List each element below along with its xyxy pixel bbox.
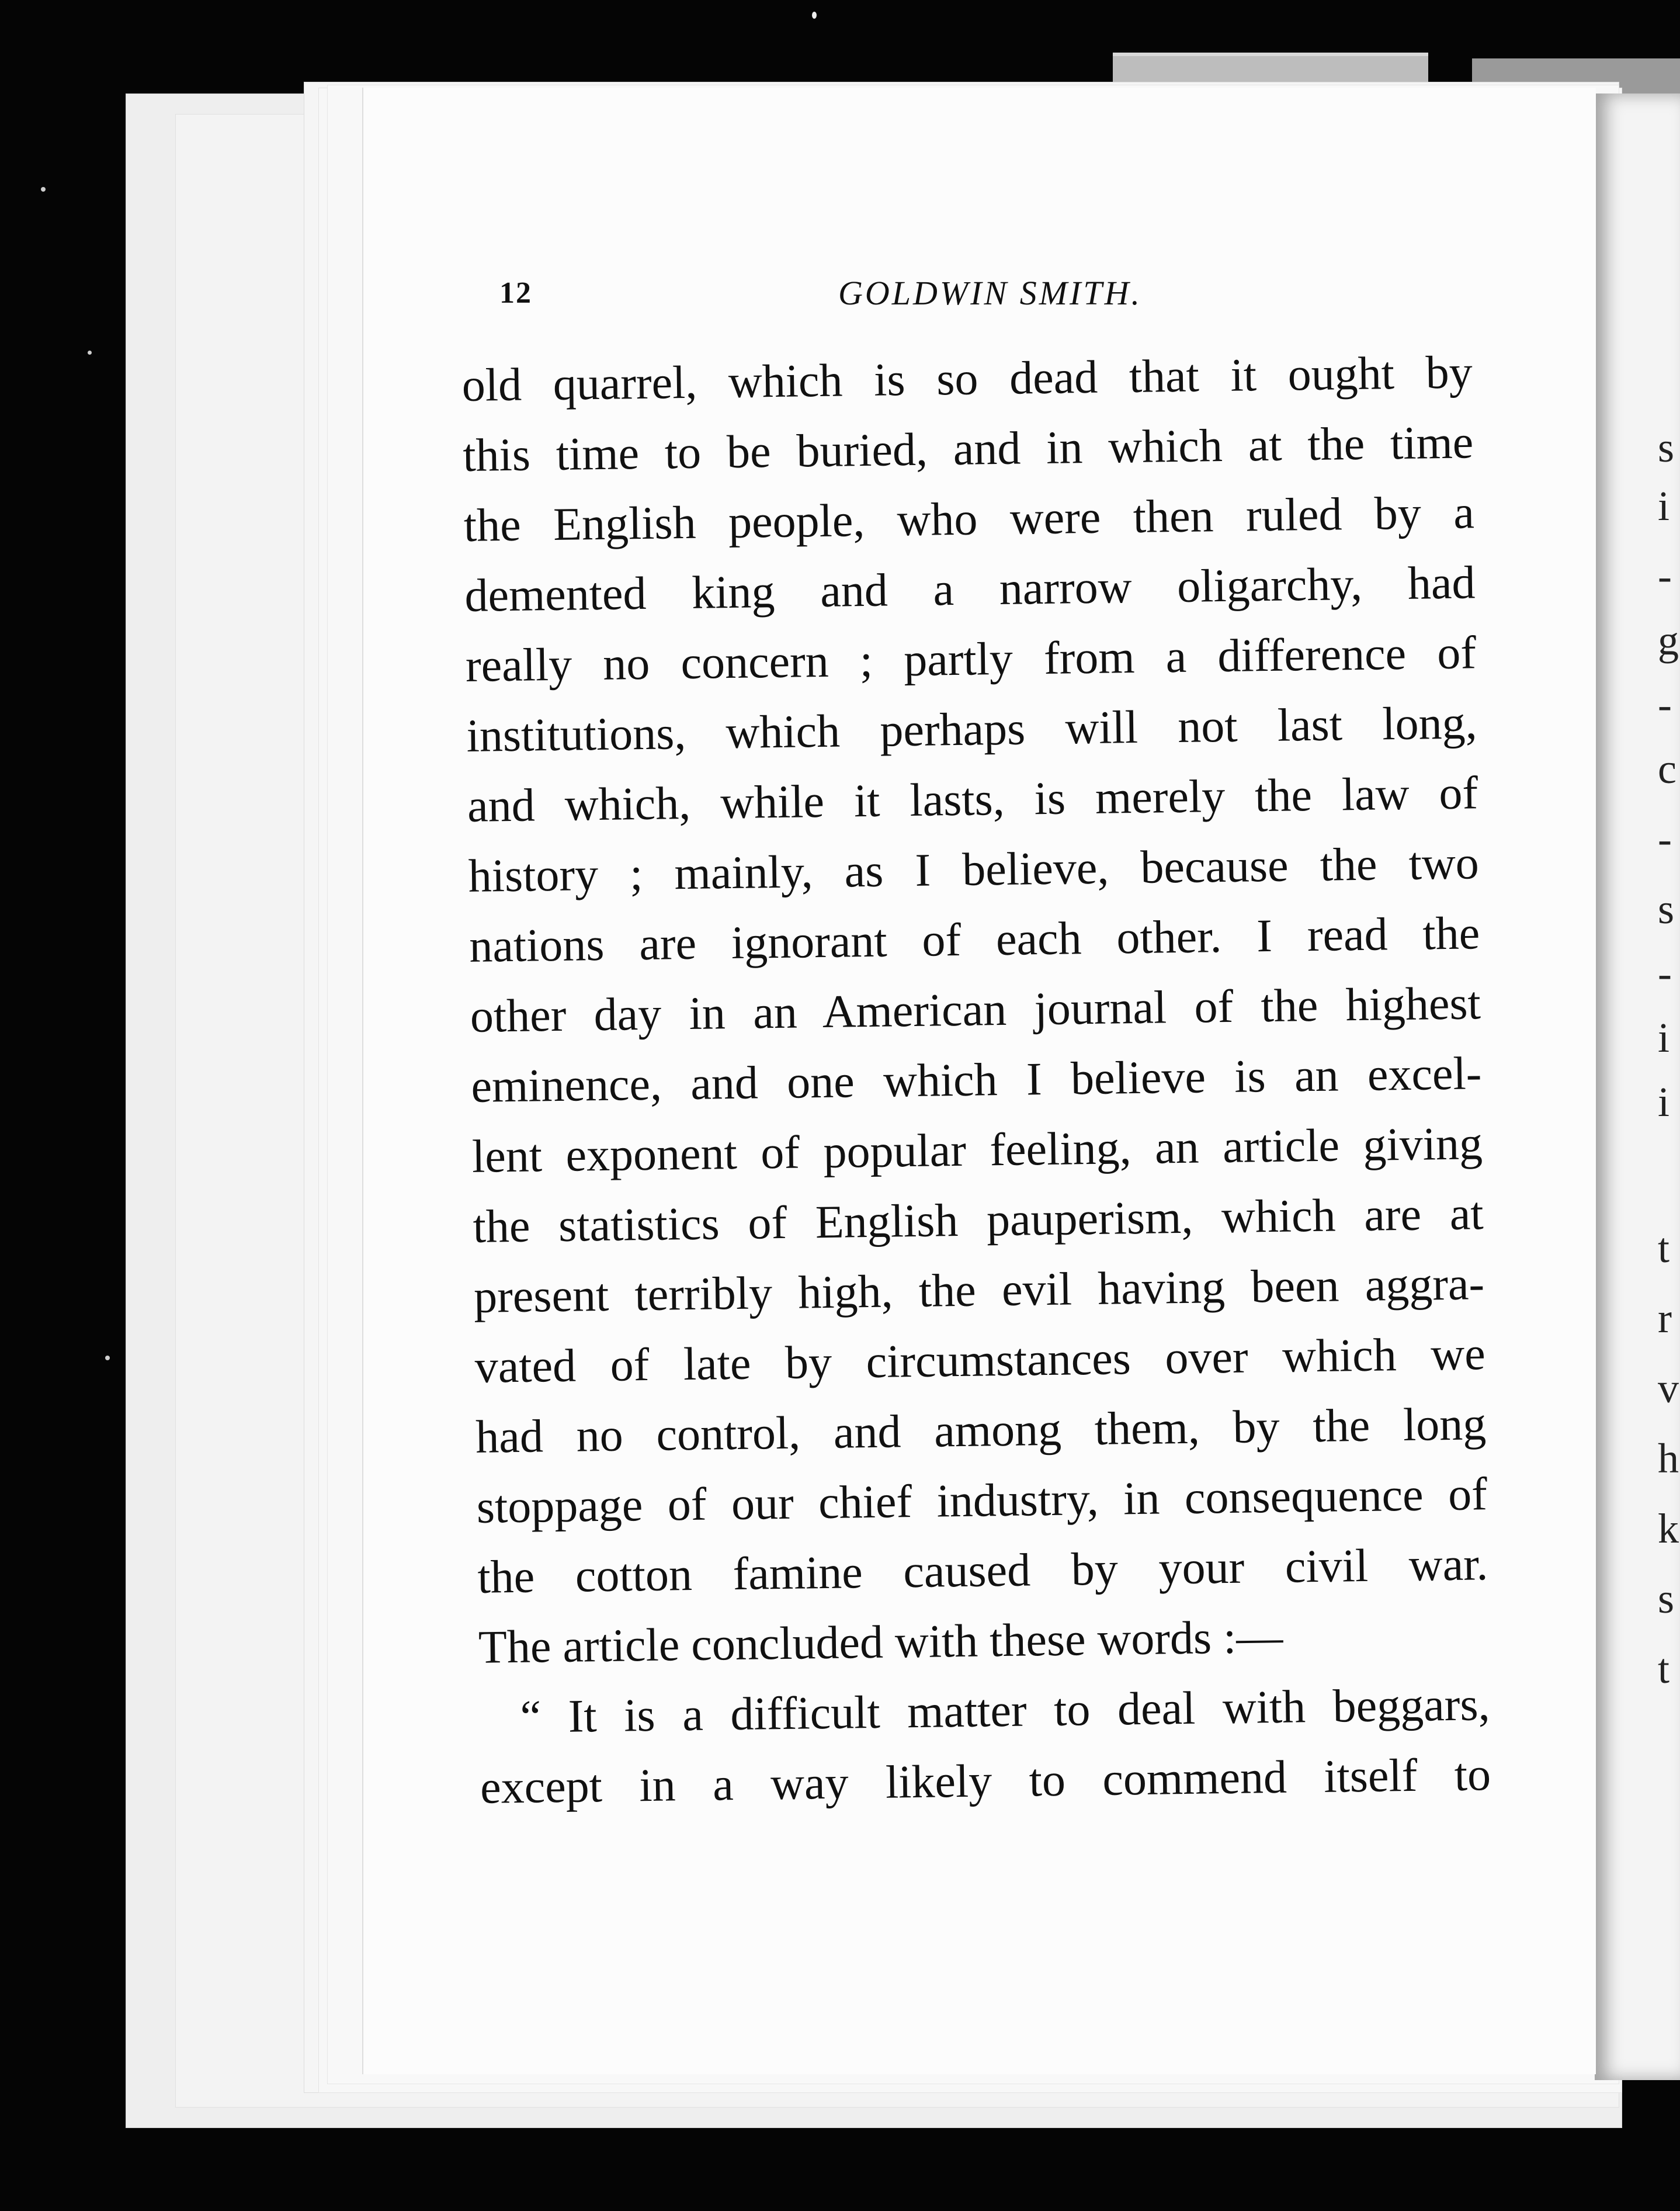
text-line: except in a way likely to commend itself to	[480, 1749, 1491, 1814]
facing-letter: s	[1658, 886, 1675, 933]
text-line: stoppage of our chief industry, in consequence of	[476, 1468, 1488, 1533]
facing-letter: -	[1658, 950, 1672, 997]
page-number: 12	[499, 276, 532, 310]
facing-letter: v	[1658, 1365, 1679, 1412]
text-line: institutions, which perhaps will not last long,	[466, 697, 1478, 762]
text-line: nations are ignorant of each other. I read the	[468, 907, 1480, 972]
text-line: vated of late by circumstances over which we	[474, 1328, 1486, 1393]
facing-letter: -	[1658, 681, 1672, 728]
facing-letter: c	[1658, 746, 1676, 792]
facing-page-text-fragment	[1658, 409, 1680, 1928]
text-line: had no control, and among them, by the long	[475, 1398, 1487, 1463]
facing-letter: -	[1658, 553, 1672, 599]
dust-speck	[41, 187, 46, 192]
dust-speck	[812, 12, 817, 19]
text-line: the cotton famine caused by your civil war.	[477, 1538, 1488, 1603]
text-line: other day in an American journal of the highest	[470, 978, 1481, 1042]
text-line: the statistics of English pauperism, which are at	[473, 1188, 1484, 1253]
body-text	[461, 337, 1532, 1822]
text-line: really no concern ; partly from a difference of	[465, 627, 1477, 692]
dust-speck	[105, 1356, 110, 1360]
text-line: “ It is a difficult matter to deal with beggars,	[520, 1679, 1491, 1743]
facing-letter: h	[1658, 1435, 1679, 1482]
text-line: and which, while it lasts, is merely the law of	[467, 767, 1478, 832]
text-line: demented king and a narrow oligarchy, had	[464, 557, 1476, 622]
text-line: the English people, who were then ruled by a	[463, 487, 1475, 552]
facing-letter: r	[1658, 1295, 1672, 1342]
facing-letter: k	[1658, 1505, 1679, 1552]
facing-letter: t	[1658, 1225, 1670, 1271]
facing-letter: i	[1658, 483, 1670, 529]
text-line: history ; mainly, as I believe, because the two	[468, 837, 1480, 902]
dust-speck	[88, 351, 92, 355]
facing-letter: g	[1658, 617, 1679, 664]
facing-letter: i	[1658, 1079, 1670, 1125]
facing-letter: i	[1658, 1014, 1670, 1061]
running-title: GOLDWIN SMITH.	[838, 274, 1142, 312]
text-line: present terribly high, the evil having been aggra-	[473, 1258, 1485, 1323]
text-line: old quarrel, which is so dead that it ought by	[461, 346, 1473, 411]
running-head	[499, 273, 1189, 320]
text-line: this time to be buried, and in which at the time	[462, 417, 1474, 481]
text-line: The article concluded with these words :—	[478, 1611, 1283, 1673]
facing-letter: s	[1658, 424, 1675, 471]
text-line: eminence, and one which I believe is an excel-	[470, 1048, 1482, 1113]
text-line: lent exponent of popular feeling, an article giving	[471, 1118, 1483, 1183]
facing-letter: t	[1658, 1645, 1670, 1692]
facing-letter: -	[1658, 816, 1672, 862]
facing-letter: s	[1658, 1575, 1675, 1622]
